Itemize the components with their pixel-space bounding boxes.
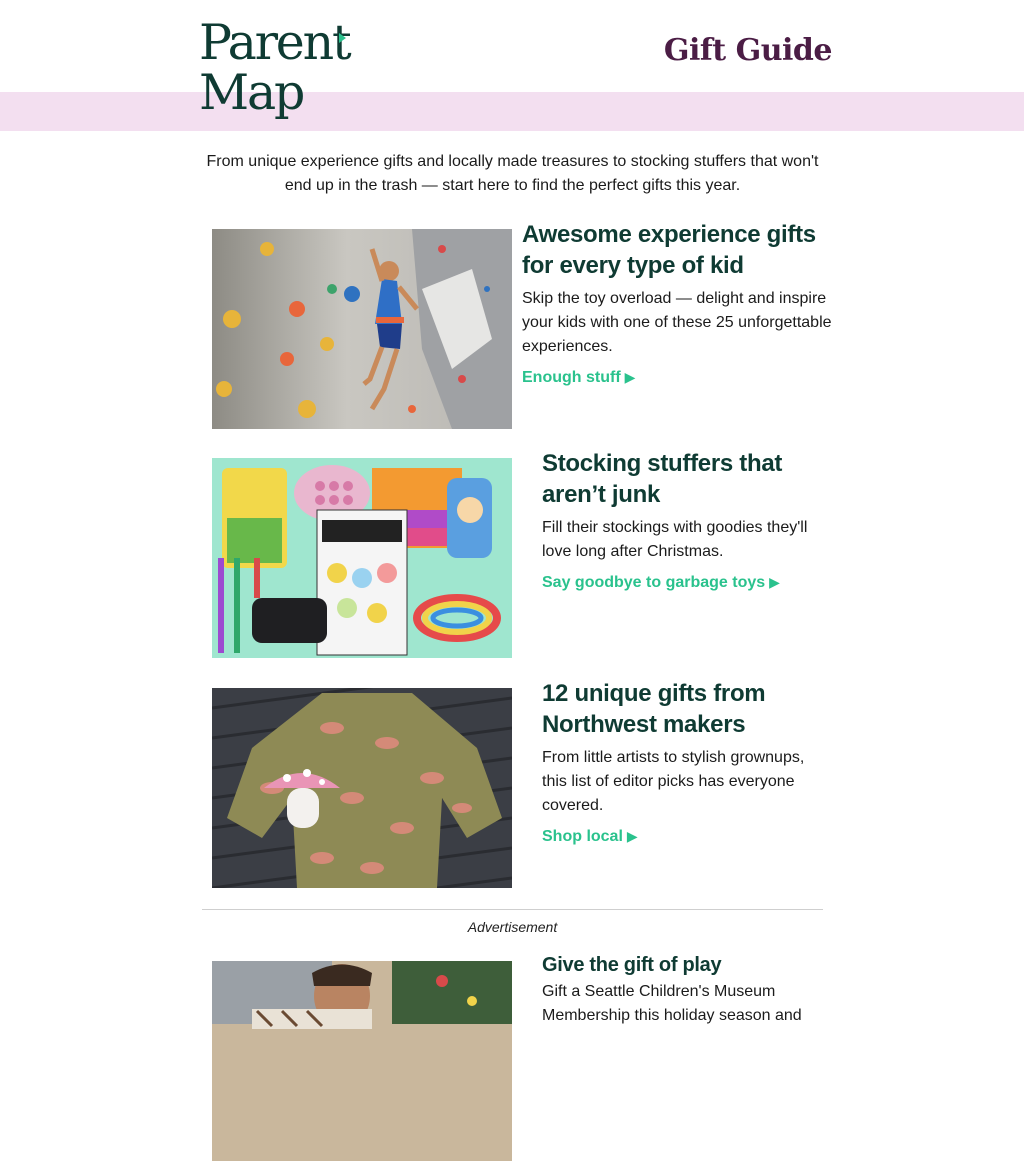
cta-label: Shop local [542, 828, 623, 845]
parentmap-logo[interactable] [199, 16, 359, 122]
article-title[interactable]: Stocking stuffers that aren’t junk [542, 450, 783, 508]
article-title[interactable]: 12 unique gifts from Northwest makers [542, 680, 766, 738]
article-text [542, 678, 832, 846]
article-thumbnail-stocking[interactable] [212, 458, 512, 658]
ad-description: Gift a Seattle Children's Museum Membership this holiday season and [542, 983, 802, 1024]
article-description: From little artists to stylish grownups, this list of editor picks has everyone covered. [542, 749, 805, 814]
stocking-stuffers-image [212, 458, 512, 658]
advertisement-label: Advertisement [467, 919, 558, 935]
article-description: Skip the toy overload — delight and inspire your kids with one of these 25 unforgettable experiences. [522, 290, 832, 355]
play-arrow-icon: ▶ [624, 369, 636, 385]
article-thumbnail-climbing[interactable] [212, 229, 512, 429]
logo-line-parent: Parent [199, 14, 350, 71]
article-text [542, 448, 832, 592]
section-title: Gift Guide [663, 33, 832, 68]
ad-thumbnail[interactable] [212, 961, 512, 1161]
logo-triangle-icon [339, 33, 346, 43]
header-band [0, 92, 1024, 131]
ad-card [212, 954, 832, 1161]
ad-title[interactable]: Give the gift of play [542, 954, 722, 976]
article-card-nw-makers [212, 680, 832, 888]
article-cta-link[interactable] [542, 828, 638, 846]
article-cta-link[interactable] [542, 574, 780, 592]
article-card-stocking-stuffers [212, 450, 832, 658]
article-cta-link[interactable] [522, 369, 635, 387]
header [0, 0, 1024, 92]
article-text [522, 219, 832, 387]
article-title[interactable]: Awesome experience gifts for every type of kid [522, 221, 816, 279]
cta-label: Say goodbye to garbage toys [542, 574, 766, 591]
divider [202, 909, 823, 910]
climbing-wall-image [212, 229, 512, 429]
ad-text [542, 951, 832, 1028]
play-arrow-icon: ▶ [626, 828, 638, 844]
intro-text: From unique experience gifts and locally made treasures to stocking stuffers that won't end up in the trash — start here to find the perfect gifts this year. [206, 153, 819, 194]
logo-line-map: Map [199, 64, 304, 121]
mushroom-outfit-image [212, 688, 512, 888]
cta-label: Enough stuff [522, 369, 621, 386]
ad-family-image [212, 961, 512, 1161]
article-thumbnail-makers[interactable] [212, 688, 512, 888]
article-description: Fill their stockings with goodies they'll love long after Christmas. [542, 519, 808, 560]
play-arrow-icon: ▶ [769, 574, 780, 590]
article-card-experience-gifts [212, 221, 832, 429]
